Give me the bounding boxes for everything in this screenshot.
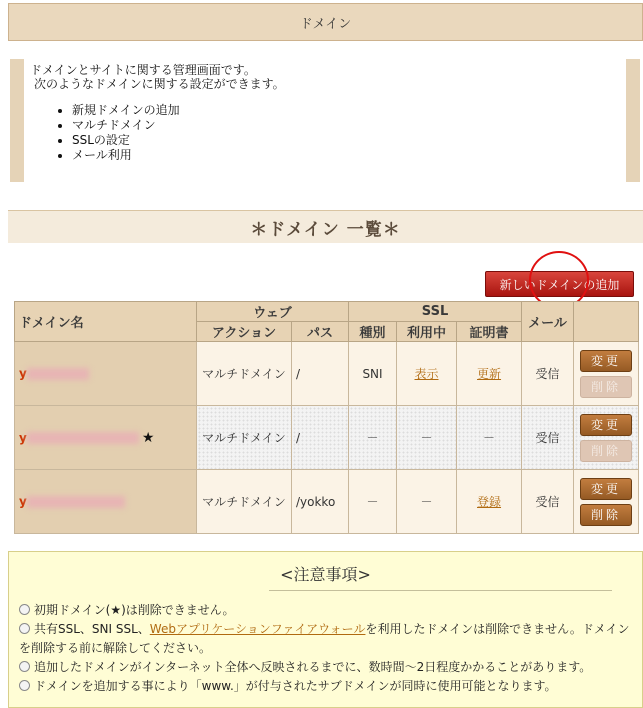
notice-item [19,601,634,620]
redacted-domain-name [27,496,125,508]
waf-link[interactable]: Webアプリケーションファイアウォール [149,622,366,636]
web-action-cell: マルチドメイン [197,342,292,406]
column-header-mail: メール [522,302,574,342]
domain-name-initial: y [19,430,27,445]
mail-cell: 受信 [522,342,574,406]
ssl-cert-cell: － [457,406,522,470]
button-cell [574,470,639,534]
web-path-cell: / [292,342,349,406]
page-title: ドメイン [299,16,352,32]
notice-item [19,677,634,696]
notice-item-text: 追加したドメインがインターネット全体へ反映されるまでに、数時間〜2日程度かかることがあります。 [34,660,592,674]
magnifier-icon [19,661,30,672]
notice-item [19,658,634,677]
column-header-buttons [574,302,639,342]
intro-line-1: ドメインとサイトに関する管理画面です。 [30,63,256,77]
ssl-renew-link[interactable]: 更新 [477,367,502,381]
intro-feature-item: • マルチドメイン [72,118,622,133]
mail-cell: 受信 [522,406,574,470]
ssl-in-use-cell: － [397,470,457,534]
domain-name-cell [15,470,197,534]
column-header-action: アクション [197,322,292,342]
delete-button-disabled: 削除 [580,440,632,462]
domain-name-initial: y [19,366,27,381]
column-header-domain: ドメイン名 [15,302,197,342]
magnifier-icon [19,623,30,634]
table-row [15,342,639,406]
web-action-cell: マルチドメイン [197,470,292,534]
table-row [15,470,639,534]
intro-feature-item: • SSLの設定 [72,133,622,148]
change-button[interactable]: 変更 [580,350,632,372]
notice-item-text: 共有SSL、SNI SSL、 [34,622,150,636]
notice-item [19,620,634,658]
intro-feature-item: • メール利用 [72,148,622,163]
column-header-in-use: 利用中 [397,322,457,342]
column-header-ssl: SSL [349,302,522,322]
column-header-ssl-type: 種別 [349,322,397,342]
add-domain-button[interactable] [485,271,634,297]
add-domain-button-label: 新しいドメインの追加 [499,277,620,292]
domain-list-title-text: ＊ドメイン 一覧＊ [250,219,401,240]
notice-title: <注意事項> [280,565,371,584]
redacted-domain-name [27,368,89,380]
mail-cell: 受信 [522,470,574,534]
table-row [15,406,639,470]
notice-item-text: ドメインを追加する事により「www.」が付与されたサブドメインが同時に使用可能となります。 [34,679,557,693]
domain-list-title [8,210,643,243]
change-button[interactable]: 変更 [580,414,632,436]
ssl-type-cell: － [349,406,397,470]
domain-name-cell [15,342,197,406]
button-cell [574,406,639,470]
button-cell [574,342,639,406]
page-title-bar [8,3,643,41]
domain-name-initial: y [19,494,27,509]
domain-name-cell [15,406,197,470]
default-domain-star-icon: ★ [141,429,155,446]
ssl-in-use-cell [397,342,457,406]
magnifier-icon [19,680,30,691]
ssl-register-link[interactable]: 登録 [477,495,502,509]
intro-feature-list [30,103,622,163]
domain-table [14,301,639,534]
delete-button[interactable]: 削除 [580,504,632,526]
web-path-cell: / [292,406,349,470]
change-button[interactable]: 変更 [580,478,632,500]
intro-box [10,59,640,182]
notice-box [8,551,643,708]
web-path-cell: /yokko [292,470,349,534]
ssl-show-link[interactable]: 表示 [414,367,439,381]
magnifier-icon [19,604,30,615]
notice-list [9,601,642,696]
ssl-type-cell: － [349,470,397,534]
delete-button-disabled: 削除 [580,376,632,398]
web-action-cell: マルチドメイン [197,406,292,470]
intro-line-2: 次のようなドメインに関する設定ができます。 [34,77,285,91]
redacted-domain-name [27,432,139,444]
notice-item-text: 初期ドメイン(★)は削除できません。 [34,603,235,617]
ssl-type-cell: SNI [349,342,397,406]
column-header-web: ウェブ [197,302,349,322]
column-header-certificate: 証明書 [457,322,522,342]
ssl-cert-cell [457,342,522,406]
ssl-cert-cell [457,470,522,534]
ssl-in-use-cell: － [397,406,457,470]
notice-divider [269,590,612,591]
notice-item-text: を利用したドメインは削除できません。ドメインを削除する前に解除してください。 [19,622,630,655]
column-header-path: パス [292,322,349,342]
intro-feature-item: • 新規ドメインの追加 [72,103,622,118]
